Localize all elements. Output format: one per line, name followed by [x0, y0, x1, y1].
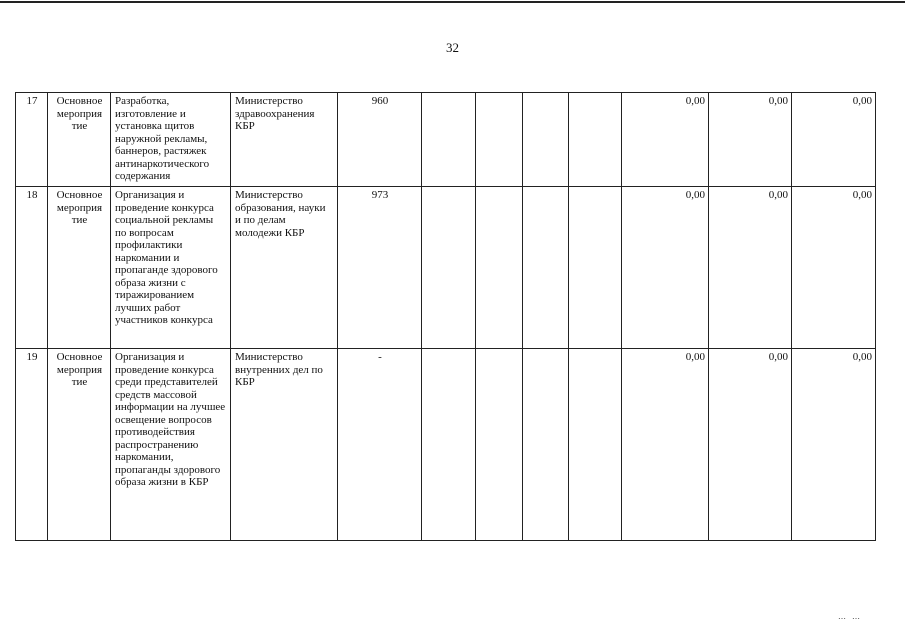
amount-value: 0,00 — [792, 187, 876, 349]
table-row — [16, 349, 876, 541]
budget-code: 973 — [338, 187, 422, 349]
empty-cell — [569, 187, 622, 349]
corner-mark: … … — [838, 612, 862, 621]
empty-cell — [569, 349, 622, 541]
empty-cell — [523, 187, 569, 349]
amount-value: 0,00 — [792, 93, 876, 187]
empty-cell — [523, 93, 569, 187]
amount-value: 0,00 — [622, 187, 709, 349]
top-border-line — [0, 1, 905, 3]
empty-cell — [476, 349, 523, 541]
amount-value: 0,00 — [792, 349, 876, 541]
executor: Министерство здравоохранения КБР — [231, 93, 338, 187]
empty-cell — [422, 93, 476, 187]
measure-type: Основное мероприя тие — [48, 93, 111, 187]
amount-value: 0,00 — [709, 187, 792, 349]
table-row — [16, 93, 876, 187]
empty-cell — [523, 349, 569, 541]
empty-cell — [422, 187, 476, 349]
empty-cell — [476, 187, 523, 349]
executor: Министерство внутренних дел по КБР — [231, 349, 338, 541]
row-number: 19 — [16, 349, 48, 541]
row-number: 17 — [16, 93, 48, 187]
amount-value: 0,00 — [709, 93, 792, 187]
program-measures-table — [15, 92, 876, 541]
empty-cell — [569, 93, 622, 187]
empty-cell — [422, 349, 476, 541]
amount-value: 0,00 — [622, 93, 709, 187]
budget-code: 960 — [338, 93, 422, 187]
page-number: 32 — [446, 40, 459, 55]
measure-name: Разработка, изготовление и установка щитов наружной рекламы, баннеров, растяжек антинаркотического содержания — [111, 93, 231, 187]
measure-name: Организация и проведение конкурса социальной рекламы по вопросам профилактики наркомании и пропаганде здорового образа жизни с тиражированием лучших работ участников конкурса — [111, 187, 231, 349]
measure-type: Основное мероприя тие — [48, 187, 111, 349]
budget-code: - — [338, 349, 422, 541]
amount-value: 0,00 — [709, 349, 792, 541]
row-number: 18 — [16, 187, 48, 349]
table-row — [16, 187, 876, 349]
empty-cell — [476, 93, 523, 187]
measure-type: Основное мероприя тие — [48, 349, 111, 541]
executor: Министерство образования, науки и по делам молодежи КБР — [231, 187, 338, 349]
amount-value: 0,00 — [622, 349, 709, 541]
measure-name: Организация и проведение конкурса среди представителей средств массовой информации на лучшее освещение вопросов противодействия распространению наркомании, пропаганды здорового образа жизни в КБР — [111, 349, 231, 541]
